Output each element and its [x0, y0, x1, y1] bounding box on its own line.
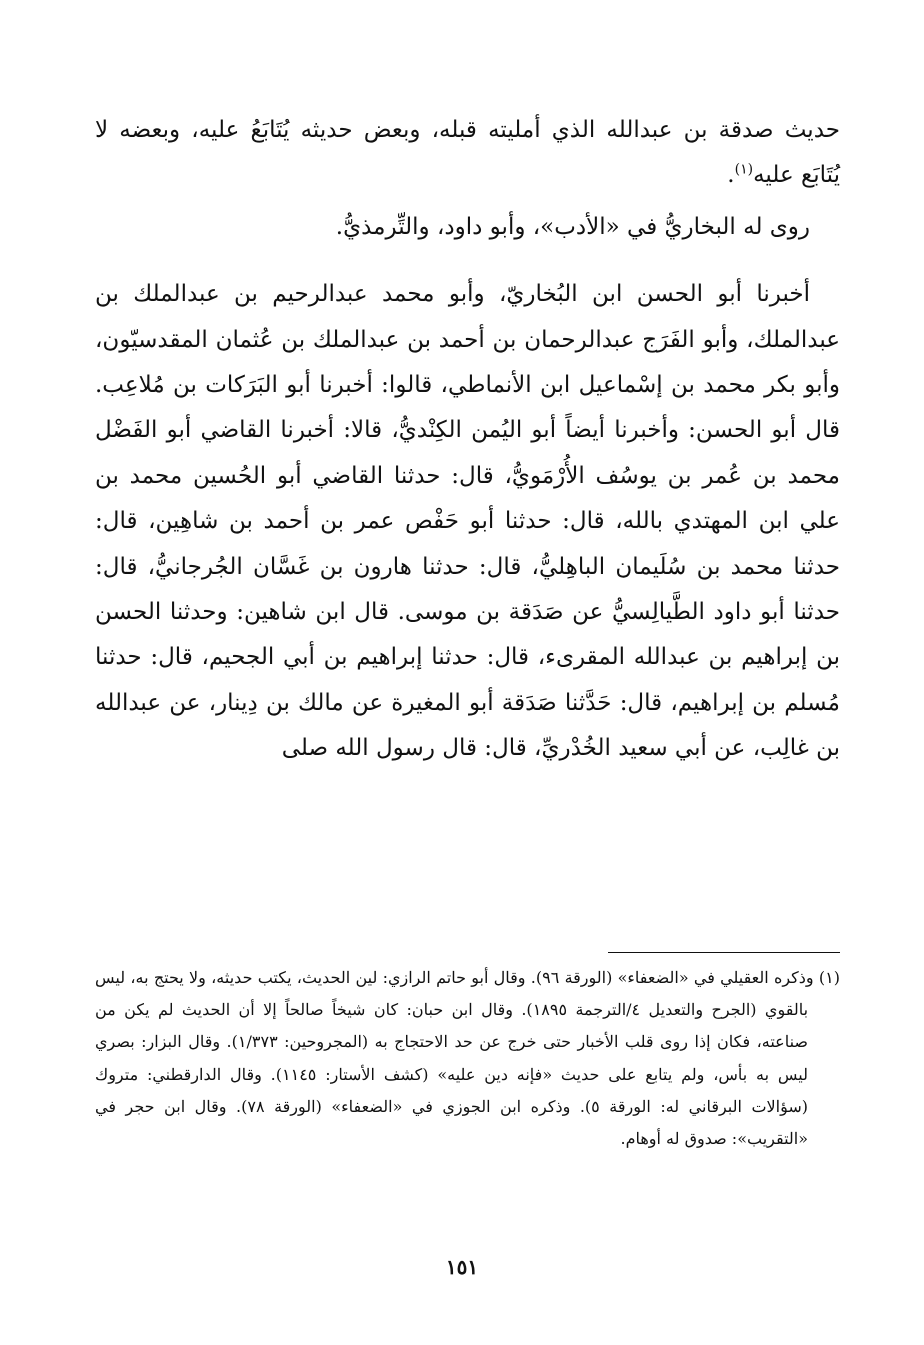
footnote-1: (١) وذكره العقيلي في «الضعفاء» (الورقة ٩٦). وقال أبو حاتم الرازي: لين الحديث، يكتب حديثه، ولا يحتج به، ليس بالقوي (الجرح والتعديل ٤/الترجمة ١٨٩٥). وقال ابن حبان: كان شيخاً صالحاً إلا أن الحديث لم يكن من صناعته، فكان إذا روى قلب الأخبار حتى خرج عن حد الاحتجاج به (المجروحين: ١/٣٧٣). وقال البزار: بصري ليس به بأس، ولم يتابع على حديث «فإنه دين عليه» (كشف الأستار: ١١٤٥). وقال الدارقطني: متروك (سؤالات البرقاني له: الورقة ٥). وذكره ابن الجوزي في «الضعفاء» (الورقة ٧٨). وقال ابن حجر في «التقريب»: صدوق له أوهام. — [95, 968, 841, 1149]
footnote-reference: (١) — [734, 161, 754, 178]
opening-paragraph — [95, 108, 840, 199]
opening-paragraph-text: حديث صدقة بن عبدالله الذي أمليته قبله، وبعض حديثه يُتَابَعُ عليه، وبعضه لا يُتَابَع عليه — [95, 117, 840, 189]
isnad-paragraph: أخبرنا أبو الحسن ابن البُخاريّ، وأبو محمد عبدالرحيم بن عبدالملك بن عبدالملك، وأبو الفَرَج عبدالرحمان بن أحمد بن عبدالملك بن عُثمان المقدسيّون، وأبو بكر محمد بن إسْماعيل ابن الأنماطي، قالوا: أخبرنا أبو البَرَكات بن مُلاعِب. قال أبو الحسن: وأخبرنا أيضاً أبو اليُمن الكِنْديُّ، قالا: أخبرنا القاضي أبو الفَضْل محمد بن عُمر بن يوسُف الأُرْمَويُّ، قال: حدثنا القاضي أبو الحُسين محمد بن علي ابن المهتدي بالله، قال: حدثنا أبو حَفْص عمر بن أحمد بن شاهِين، قال: حدثنا محمد بن سُلَيمان الباهِليُّ، قال: حدثنا هارون بن غَسَّان الجُرجانيُّ، قال: حدثنا أبو داود الطَّيالِسيُّ عن صَدَقة بن موسى. قال ابن شاهين: وحدثنا الحسن بن إبراهيم بن عبدالله المقرىء، قال: حدثنا إبراهيم بن أبي الجحيم، قال: حدثنا مُسلم بن إبراهيم، قال: حَدَّثنا صَدَقة أبو المغيرة عن مالك بن دِينار، عن عبدالله بن غالِب، عن أبي سعيد الخُدْريِّ، قال: قال رسول الله صلى — [95, 281, 840, 762]
footnote-separator — [608, 952, 840, 953]
footnotes — [95, 962, 840, 1155]
narrators-line: روى له البخاريُّ في «الأدب»، وأبو داود، والتِّرمذيُّ. — [335, 213, 810, 240]
opening-paragraph-end: . — [727, 162, 735, 189]
page-number: ١٥١ — [445, 1255, 479, 1279]
main-text — [95, 108, 840, 772]
